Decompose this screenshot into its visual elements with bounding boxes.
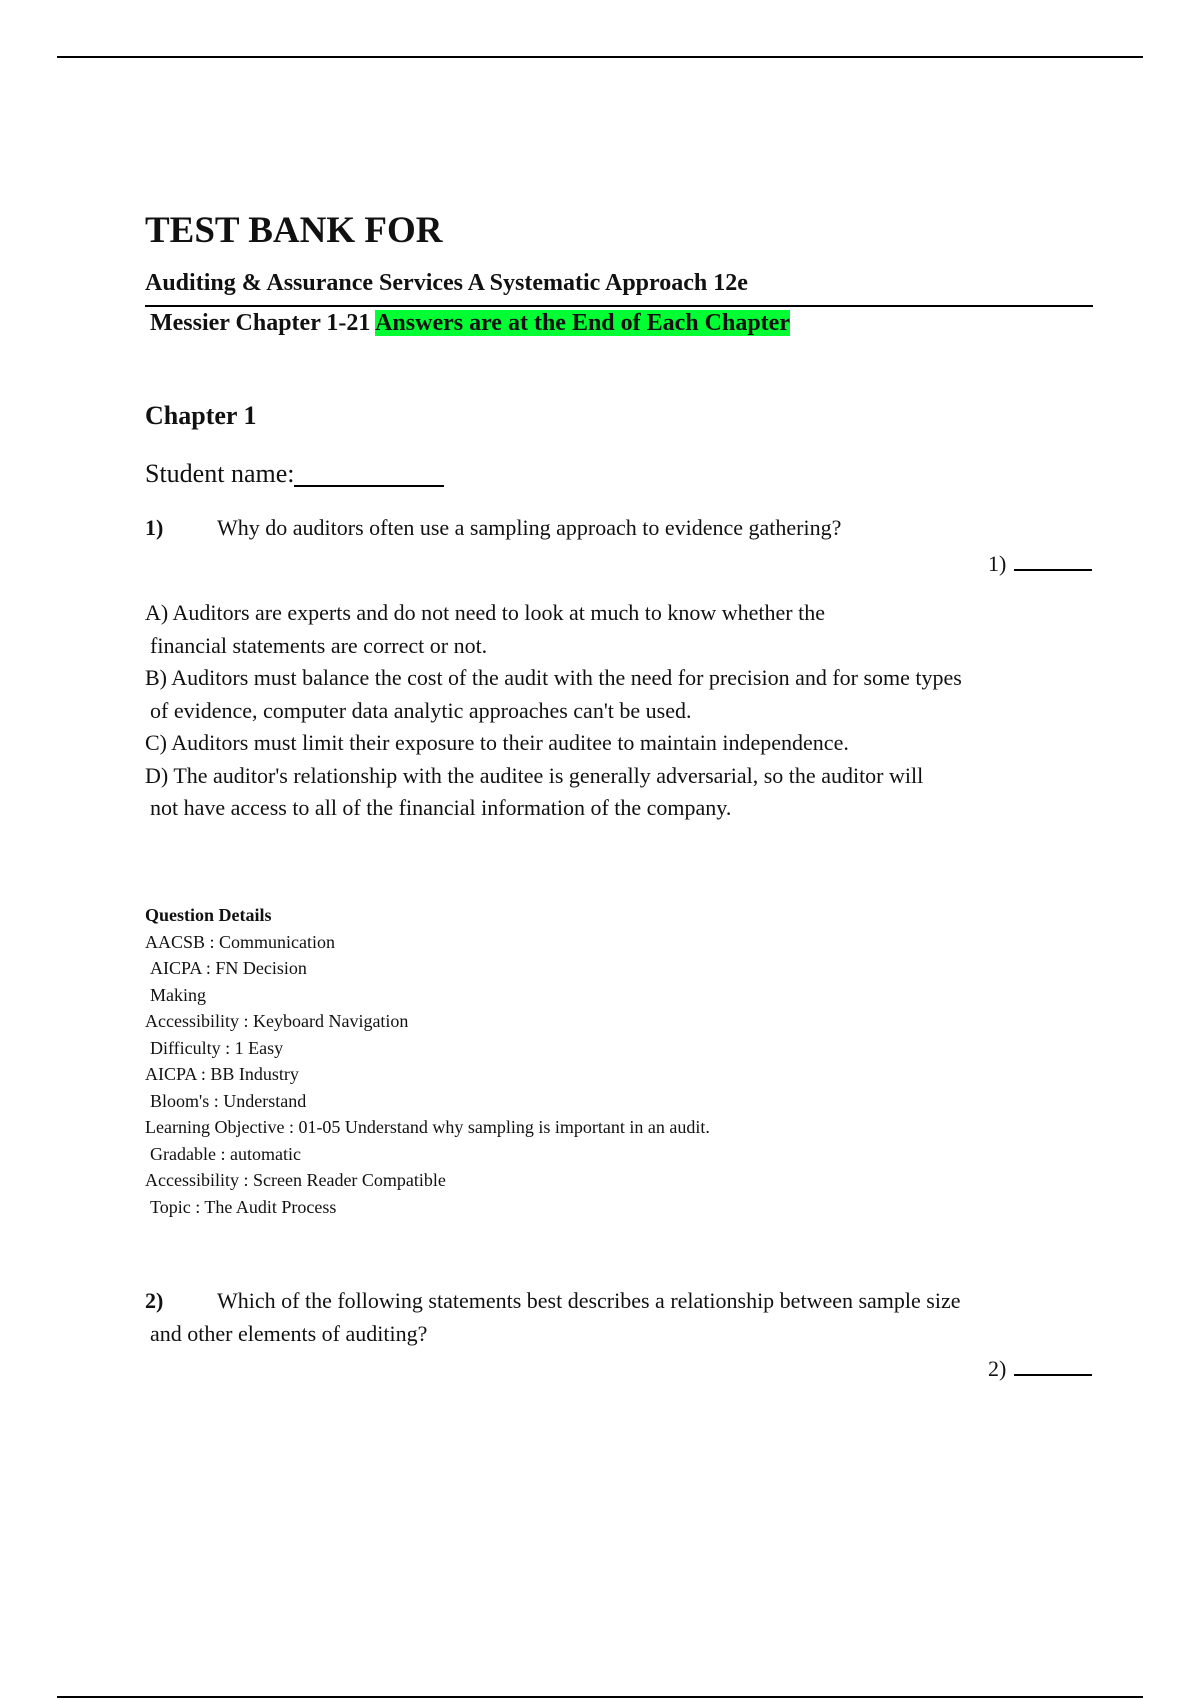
answer-label: 1): [988, 551, 1007, 576]
detail-accessibility-screen-reader: Accessibility : Screen Reader Compatible: [145, 1170, 446, 1190]
answer-label: 2): [988, 1356, 1007, 1381]
detail-blooms: Bloom's : Understand: [150, 1090, 307, 1111]
answers-note-highlight: Answers are at the End of Each Chapter: [375, 310, 790, 336]
detail-learning-objective: Learning Objective : 01-05 Understand why sampling is important in an audit.: [145, 1117, 710, 1137]
question-text: Why do auditors often use a sampling approach to evidence gathering?: [217, 515, 842, 540]
detail-aacsb: AACSB : Communication: [145, 931, 336, 952]
top-rule: [57, 56, 1143, 58]
answer-slot-1: [988, 551, 1092, 575]
option-b-continued: of evidence, computer data analytic approaches can't be used.: [150, 697, 692, 723]
question-text-continued: and other elements of auditing?: [150, 1321, 428, 1346]
question-number: 2): [145, 1288, 164, 1313]
book-subtitle: Auditing & Assurance Services A Systematic Approach 12e: [145, 270, 748, 296]
detail-aicpa-bb: AICPA : BB Industry: [145, 1064, 299, 1084]
question-number: 1): [145, 515, 164, 540]
detail-gradable: Gradable : automatic: [150, 1143, 301, 1164]
detail-difficulty: Difficulty : 1 Easy: [150, 1037, 284, 1058]
student-name-label: Student name:: [145, 459, 295, 488]
answer-blank[interactable]: [1014, 551, 1092, 571]
details-heading: Question Details: [145, 905, 272, 925]
chapter-heading: Chapter 1: [145, 401, 257, 430]
answer-slot-2: [988, 1356, 1092, 1380]
detail-accessibility-keyboard: Accessibility : Keyboard Navigation: [145, 1011, 409, 1031]
author-chapters: Messier Chapter 1-21: [150, 310, 371, 336]
answer-blank[interactable]: [1014, 1356, 1092, 1376]
answer-options: [145, 597, 1085, 825]
detail-aicpa-fn: AICPA : FN Decision: [150, 958, 307, 978]
option-a-continued: financial statements are correct or not.: [150, 632, 488, 658]
question-details: [145, 902, 845, 1220]
detail-topic: Topic : The Audit Process: [150, 1196, 337, 1217]
detail-aicpa-fn-continued: Making: [150, 984, 206, 1005]
option-d-continued: not have access to all of the financial information of the company.: [150, 795, 732, 820]
student-name-field: [145, 459, 444, 487]
question-2: [145, 1284, 1065, 1350]
question-1: [145, 511, 1065, 544]
page-title: TEST BANK FOR: [145, 210, 443, 251]
bottom-rule: [57, 1696, 1143, 1698]
option-a: A) Auditors are experts and do not need to look at much to know whether the: [145, 600, 826, 625]
student-name-blank[interactable]: [294, 459, 444, 487]
option-b: B) Auditors must balance the cost of the audit with the need for precision and for some types: [145, 665, 962, 690]
question-text: Which of the following statements best describes a relationship between sample size: [217, 1288, 961, 1313]
option-c: C) Auditors must limit their exposure to their auditee to maintain independence.: [145, 730, 849, 755]
author-line: [150, 307, 790, 339]
option-d: D) The auditor's relationship with the auditee is generally adversarial, so the auditor will: [145, 762, 924, 788]
